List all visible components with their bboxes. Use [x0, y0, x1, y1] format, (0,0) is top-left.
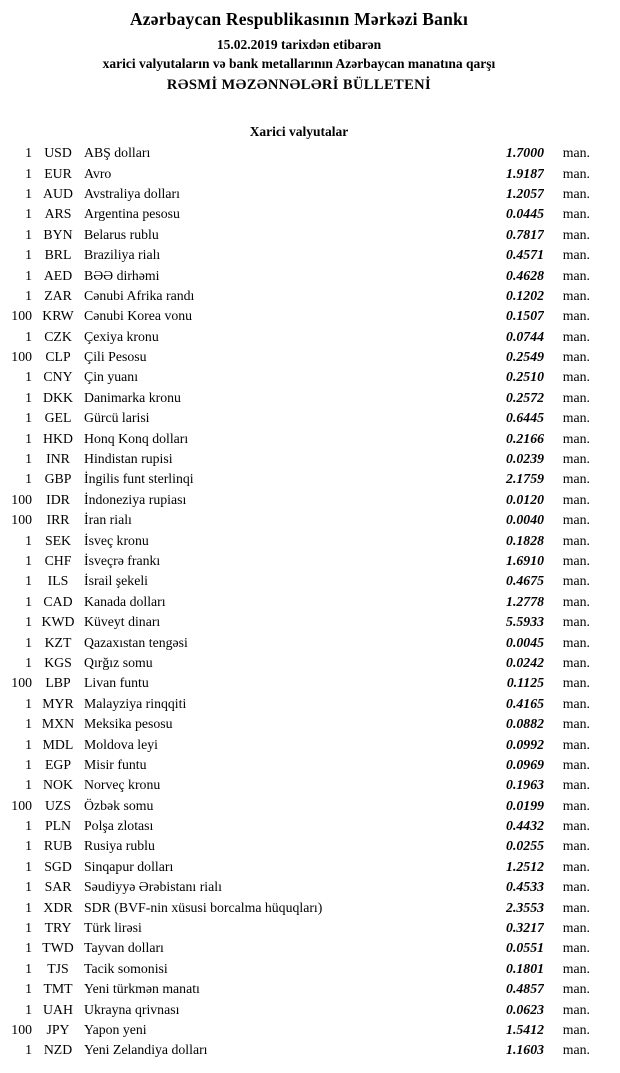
table-row [8, 367, 590, 387]
quantity-cell: 1 [25, 736, 32, 752]
currency-name-cell: Çin yuanı [84, 369, 139, 385]
currency-name-cell: Gürcü larisi [84, 410, 150, 426]
unit-label-cell: man. [562, 1042, 590, 1058]
quantity-cell: 1 [25, 1001, 32, 1017]
currency-name-cell: Yeni türkmən manatı [84, 981, 200, 997]
rate-value-cell: 0.2510 [506, 369, 544, 385]
table-row [8, 877, 590, 897]
unit-label-cell: man. [562, 553, 590, 568]
currency-code-cell: SAR [44, 879, 72, 895]
unit-label-cell: man. [562, 879, 590, 895]
quantity-cell: 100 [11, 1021, 32, 1037]
table-row [8, 734, 590, 754]
currency-code-cell: INR [46, 451, 70, 467]
table-row [8, 245, 590, 265]
table-row [8, 408, 590, 428]
table-row [8, 225, 590, 245]
rate-value-cell: 5.5933 [506, 614, 544, 630]
table-row [8, 836, 590, 856]
table-row [8, 184, 590, 204]
unit-label-cell: man. [562, 654, 590, 670]
unit-label-cell: man. [562, 593, 590, 609]
currency-code-cell: IDR [46, 491, 70, 507]
table-row [8, 163, 590, 183]
quantity-cell: 100 [11, 491, 32, 507]
rate-value-cell: 0.1963 [506, 777, 544, 793]
unit-label-cell: man. [562, 716, 590, 732]
quantity-cell: 1 [25, 471, 32, 487]
unit-label-cell: man. [562, 695, 590, 711]
currency-code-cell: TJS [47, 960, 69, 976]
quantity-cell: 1 [25, 185, 32, 201]
table-row [8, 530, 590, 550]
rate-value-cell: 1.2778 [506, 593, 544, 609]
currency-code-cell: KGS [44, 654, 72, 670]
unit-label-cell: man. [562, 369, 590, 385]
rate-value-cell: 1.6910 [506, 553, 544, 568]
unit-label-cell: man. [562, 573, 590, 589]
currency-name-cell: Qazaxıstan tengəsi [84, 634, 188, 650]
unit-label-cell: man. [562, 614, 590, 630]
rate-value-cell: 0.1828 [506, 532, 544, 548]
table-row [8, 388, 590, 408]
quantity-cell: 1 [25, 756, 32, 772]
quantity-cell: 1 [25, 287, 32, 303]
unit-label-cell: man. [562, 532, 590, 548]
unit-label-cell: man. [562, 756, 590, 772]
quantity-cell: 1 [25, 593, 32, 609]
rate-value-cell: 1.5412 [506, 1021, 544, 1037]
currency-code-cell: AUD [43, 185, 73, 201]
unit-label-cell: man. [562, 858, 590, 874]
unit-label-cell: man. [562, 247, 590, 263]
currency-name-cell: İsrail şekeli [84, 573, 148, 589]
unit-label-cell: man. [562, 206, 590, 222]
currency-name-cell: Malayziya rinqqiti [84, 695, 187, 711]
currency-name-cell: Cənubi Korea vonu [84, 308, 193, 324]
currency-name-cell: Türk lirəsi [84, 920, 142, 936]
table-row [8, 959, 590, 979]
unit-label-cell: man. [562, 899, 590, 915]
table-row [8, 694, 590, 714]
table-row [8, 306, 590, 326]
rate-value-cell: 0.6445 [506, 410, 544, 426]
currency-code-cell: LBP [45, 675, 71, 691]
currency-name-cell: Norveç kronu [84, 777, 161, 793]
table-row [8, 755, 590, 775]
currency-name-cell: BƏƏ dirhəmi [84, 267, 160, 283]
currency-name-cell: Rusiya rublu [84, 838, 155, 854]
table-row [8, 632, 590, 652]
table-row [8, 592, 590, 612]
currency-code-cell: GEL [44, 410, 72, 426]
unit-label-cell: man. [562, 430, 590, 446]
table-row [8, 510, 590, 530]
currency-code-cell: EGP [44, 756, 72, 772]
rate-value-cell: 0.4432 [506, 818, 544, 834]
unit-label-cell: man. [562, 981, 590, 997]
unit-label-cell: man. [562, 287, 590, 303]
quantity-cell: 1 [25, 654, 32, 670]
quantity-cell: 1 [25, 369, 32, 385]
rate-value-cell: 0.1125 [506, 675, 544, 691]
table-row [8, 469, 590, 489]
currency-name-cell: İsveçrə frankı [84, 553, 161, 568]
currency-name-cell: Tacik somonisi [84, 960, 168, 976]
quantity-cell: 1 [25, 206, 32, 222]
table-row [8, 1020, 590, 1040]
section-title-foreign-currencies: Xarici valyutalar [249, 124, 349, 139]
quantity-cell: 1 [25, 695, 32, 711]
currency-name-cell: Küveyt dinarı [84, 614, 161, 630]
quantity-cell: 1 [25, 940, 32, 956]
rate-value-cell: 0.0255 [506, 838, 544, 854]
unit-label-cell: man. [562, 491, 590, 507]
quantity-cell: 1 [25, 553, 32, 568]
rate-value-cell: 0.2166 [506, 430, 544, 446]
rate-value-cell: 0.0045 [506, 634, 544, 650]
rate-value-cell: 2.3553 [506, 899, 544, 915]
rate-value-cell: 0.0551 [506, 940, 544, 956]
rate-value-cell: 0.2549 [506, 349, 544, 365]
subtitle-line: xarici valyutaların və bank metallarının Azərbaycan manatına qarşı [102, 56, 496, 71]
unit-label-cell: man. [562, 838, 590, 854]
rate-value-cell: 0.0623 [506, 1001, 544, 1017]
rate-value-cell: 0.3217 [506, 920, 544, 936]
unit-label-cell: man. [562, 451, 590, 467]
currency-code-cell: TRY [44, 920, 72, 936]
currency-name-cell: Misir funtu [84, 756, 147, 772]
rate-value-cell: 0.1801 [506, 960, 544, 976]
unit-label-cell: man. [562, 960, 590, 976]
quantity-cell: 1 [25, 981, 32, 997]
unit-label-cell: man. [562, 349, 590, 365]
quantity-cell: 1 [25, 532, 32, 548]
currency-name-cell: Kanada dolları [84, 593, 166, 609]
currency-name-cell: Çexiya kronu [84, 328, 159, 344]
currency-name-cell: İran rialı [84, 512, 132, 528]
rate-value-cell: 0.0969 [506, 756, 544, 772]
unit-label-cell: man. [562, 777, 590, 793]
currency-code-cell: BRL [44, 247, 72, 263]
quantity-cell: 1 [25, 267, 32, 283]
currency-code-cell: KWD [41, 614, 75, 630]
currency-code-cell: NOK [43, 777, 73, 793]
quantity-cell: 1 [25, 389, 32, 405]
currency-code-cell: NZD [43, 1042, 73, 1058]
unit-label-cell: man. [562, 145, 590, 161]
rate-value-cell: 0.4533 [506, 879, 544, 895]
unit-label-cell: man. [562, 410, 590, 426]
table-row [8, 265, 590, 285]
currency-code-cell: ILS [47, 573, 69, 589]
table-row [8, 714, 590, 734]
unit-label-cell: man. [562, 308, 590, 324]
quantity-cell: 1 [25, 838, 32, 854]
table-row [8, 673, 590, 693]
table-row [8, 449, 590, 469]
rate-value-cell: 0.4571 [506, 247, 544, 263]
quantity-cell: 1 [25, 920, 32, 936]
currency-code-cell: MDL [42, 736, 74, 752]
unit-label-cell: man. [562, 185, 590, 201]
currency-name-cell: Braziliya rialı [84, 247, 161, 263]
quantity-cell: 100 [11, 512, 32, 528]
currency-name-cell: Cənubi Afrika randı [84, 287, 195, 303]
unit-label-cell: man. [562, 389, 590, 405]
currency-rates-body [8, 143, 590, 1061]
rate-value-cell: 0.4857 [506, 981, 544, 997]
rate-value-cell: 1.2057 [506, 185, 544, 201]
currency-code-cell: TMT [43, 981, 73, 997]
table-row [8, 551, 590, 571]
rate-value-cell: 0.0992 [506, 736, 544, 752]
effective-date-line: 15.02.2019 tarixdən etibarən [216, 37, 382, 52]
table-row [8, 775, 590, 795]
currency-name-cell: Moldova leyi [84, 736, 158, 752]
currency-code-cell: HKD [43, 430, 73, 446]
quantity-cell: 1 [25, 165, 32, 181]
currency-code-cell: GBP [44, 471, 72, 487]
table-row [8, 204, 590, 224]
currency-code-cell: UZS [44, 797, 72, 813]
quantity-cell: 1 [25, 614, 32, 630]
currency-name-cell: Tayvan dolları [84, 940, 164, 956]
currency-name-cell: Yeni Zelandiya dolları [84, 1042, 208, 1058]
quantity-cell: 100 [11, 675, 32, 691]
rate-value-cell: 0.1202 [506, 287, 544, 303]
table-row [8, 796, 590, 816]
table-row [8, 490, 590, 510]
table-row [8, 143, 590, 163]
rate-value-cell: 0.4165 [506, 695, 544, 711]
unit-label-cell: man. [562, 165, 590, 181]
quantity-cell: 1 [25, 328, 32, 344]
table-row [8, 571, 590, 591]
quantity-cell: 1 [25, 899, 32, 915]
currency-code-cell: TWD [42, 940, 74, 956]
table-row [8, 347, 590, 367]
currency-name-cell: SDR (BVF-nin xüsusi borcalma hüquqları) [84, 899, 323, 915]
currency-name-cell: Ukrayna qrivnası [84, 1001, 180, 1017]
rate-value-cell: 0.2572 [506, 389, 544, 405]
rate-value-cell: 0.0242 [506, 654, 544, 670]
currency-name-cell: Sinqapur dolları [84, 858, 174, 874]
unit-label-cell: man. [562, 1001, 590, 1017]
rate-value-cell: 0.0040 [506, 512, 544, 528]
currency-code-cell: CZK [44, 328, 72, 344]
currency-code-cell: SGD [44, 858, 72, 874]
currency-code-cell: KZT [44, 634, 72, 650]
currency-name-cell: Hindistan rupisi [84, 451, 173, 467]
quantity-cell: 1 [25, 451, 32, 467]
table-row [8, 428, 590, 448]
quantity-cell: 1 [25, 1042, 32, 1058]
currency-name-cell: Danimarka kronu [84, 389, 181, 405]
table-row [8, 612, 590, 632]
currency-name-cell: Argentina pesosu [84, 206, 180, 222]
table-row [8, 918, 590, 938]
currency-code-cell: IRR [46, 512, 70, 528]
unit-label-cell: man. [562, 797, 590, 813]
currency-name-cell: Polşa zlotası [84, 818, 154, 834]
currency-rates-table [8, 143, 590, 1061]
table-row [8, 653, 590, 673]
currency-code-cell: USD [44, 145, 72, 161]
currency-name-cell: Səudiyyə Ərəbistanı rialı [84, 879, 222, 895]
rate-value-cell: 0.0199 [506, 797, 544, 813]
table-row [8, 857, 590, 877]
unit-label-cell: man. [562, 675, 590, 691]
currency-code-cell: ARS [44, 206, 72, 222]
table-row [8, 897, 590, 917]
rate-value-cell: 0.4628 [506, 267, 544, 283]
unit-label-cell: man. [562, 512, 590, 528]
unit-label-cell: man. [562, 736, 590, 752]
rate-value-cell: 1.1603 [506, 1042, 544, 1058]
table-row [8, 286, 590, 306]
unit-label-cell: man. [562, 818, 590, 834]
rate-value-cell: 0.1507 [506, 308, 544, 324]
table-row [8, 1040, 590, 1060]
currency-name-cell: İngilis funt sterlinqi [84, 471, 194, 487]
table-row [8, 816, 590, 836]
rate-value-cell: 0.0239 [506, 451, 544, 467]
unit-label-cell: man. [562, 328, 590, 344]
unit-label-cell: man. [562, 634, 590, 650]
rate-value-cell: 0.0744 [506, 328, 544, 344]
quantity-cell: 1 [25, 777, 32, 793]
quantity-cell: 1 [25, 858, 32, 874]
quantity-cell: 1 [25, 879, 32, 895]
unit-label-cell: man. [562, 471, 590, 487]
unit-label-cell: man. [562, 267, 590, 283]
currency-name-cell: Avstraliya dolları [84, 185, 180, 201]
rate-value-cell: 0.4675 [506, 573, 544, 589]
page-title: Azərbaycan Respublikasının Mərkəzi Bankı [129, 9, 469, 29]
currency-name-cell: ABŞ dolları [84, 145, 151, 161]
currency-code-cell: CAD [43, 593, 73, 609]
quantity-cell: 1 [25, 634, 32, 650]
currency-code-cell: MXN [41, 716, 75, 732]
quantity-cell: 1 [25, 226, 32, 242]
unit-label-cell: man. [562, 1021, 590, 1037]
currency-code-cell: MYR [42, 695, 74, 711]
quantity-cell: 1 [25, 818, 32, 834]
rate-value-cell: 2.1759 [506, 471, 544, 487]
currency-name-cell: İndoneziya rupiası [84, 491, 187, 507]
currency-name-cell: Özbək somu [84, 797, 154, 813]
currency-code-cell: CHF [44, 553, 72, 568]
quantity-cell: 1 [25, 573, 32, 589]
unit-label-cell: man. [562, 226, 590, 242]
quantity-cell: 100 [11, 349, 32, 365]
currency-code-cell: XDR [43, 899, 73, 915]
currency-code-cell: SEK [44, 532, 72, 548]
currency-name-cell: Meksika pesosu [84, 716, 173, 732]
currency-code-cell: AED [43, 267, 73, 283]
quantity-cell: 1 [25, 430, 32, 446]
table-row [8, 999, 590, 1019]
quantity-cell: 1 [25, 247, 32, 263]
quantity-cell: 1 [25, 410, 32, 426]
rate-value-cell: 0.0120 [506, 491, 544, 507]
currency-code-cell: BYN [43, 226, 73, 242]
unit-label-cell: man. [562, 920, 590, 936]
table-row [8, 327, 590, 347]
currency-code-cell: RUB [43, 838, 73, 854]
unit-label-cell: man. [562, 940, 590, 956]
table-row [8, 979, 590, 999]
bulletin-title: RƏSMİ MƏZƏNNƏLƏRİ BÜLLETENİ [166, 77, 432, 93]
currency-name-cell: Belarus rublu [84, 226, 159, 242]
quantity-cell: 1 [25, 145, 32, 161]
rate-value-cell: 0.0882 [506, 716, 544, 732]
quantity-cell: 100 [11, 797, 32, 813]
currency-name-cell: Qırğız somu [84, 654, 153, 670]
currency-code-cell: UAH [43, 1001, 73, 1017]
currency-name-cell: Yapon yeni [84, 1021, 147, 1037]
rate-value-cell: 1.9187 [506, 165, 544, 181]
rate-value-cell: 1.2512 [506, 858, 544, 874]
quantity-cell: 1 [25, 960, 32, 976]
rate-value-cell: 0.0445 [506, 206, 544, 222]
quantity-cell: 1 [25, 716, 32, 732]
currency-code-cell: PLN [44, 818, 72, 834]
currency-code-cell: EUR [44, 165, 72, 181]
currency-code-cell: CLP [45, 349, 71, 365]
currency-code-cell: KRW [42, 308, 74, 324]
currency-code-cell: JPY [46, 1021, 70, 1037]
rate-value-cell: 1.7000 [506, 145, 544, 161]
currency-name-cell: Livan funtu [84, 675, 149, 691]
currency-code-cell: DKK [43, 389, 73, 405]
table-row [8, 938, 590, 958]
currency-name-cell: İsveç kronu [84, 532, 149, 548]
currency-name-cell: Avro [84, 165, 112, 181]
currency-name-cell: Çili Pesosu [84, 349, 147, 365]
currency-name-cell: Honq Konq dolları [84, 430, 189, 446]
currency-code-cell: CNY [43, 369, 73, 385]
quantity-cell: 100 [11, 308, 32, 324]
currency-code-cell: ZAR [44, 287, 72, 303]
rate-value-cell: 0.7817 [506, 226, 544, 242]
